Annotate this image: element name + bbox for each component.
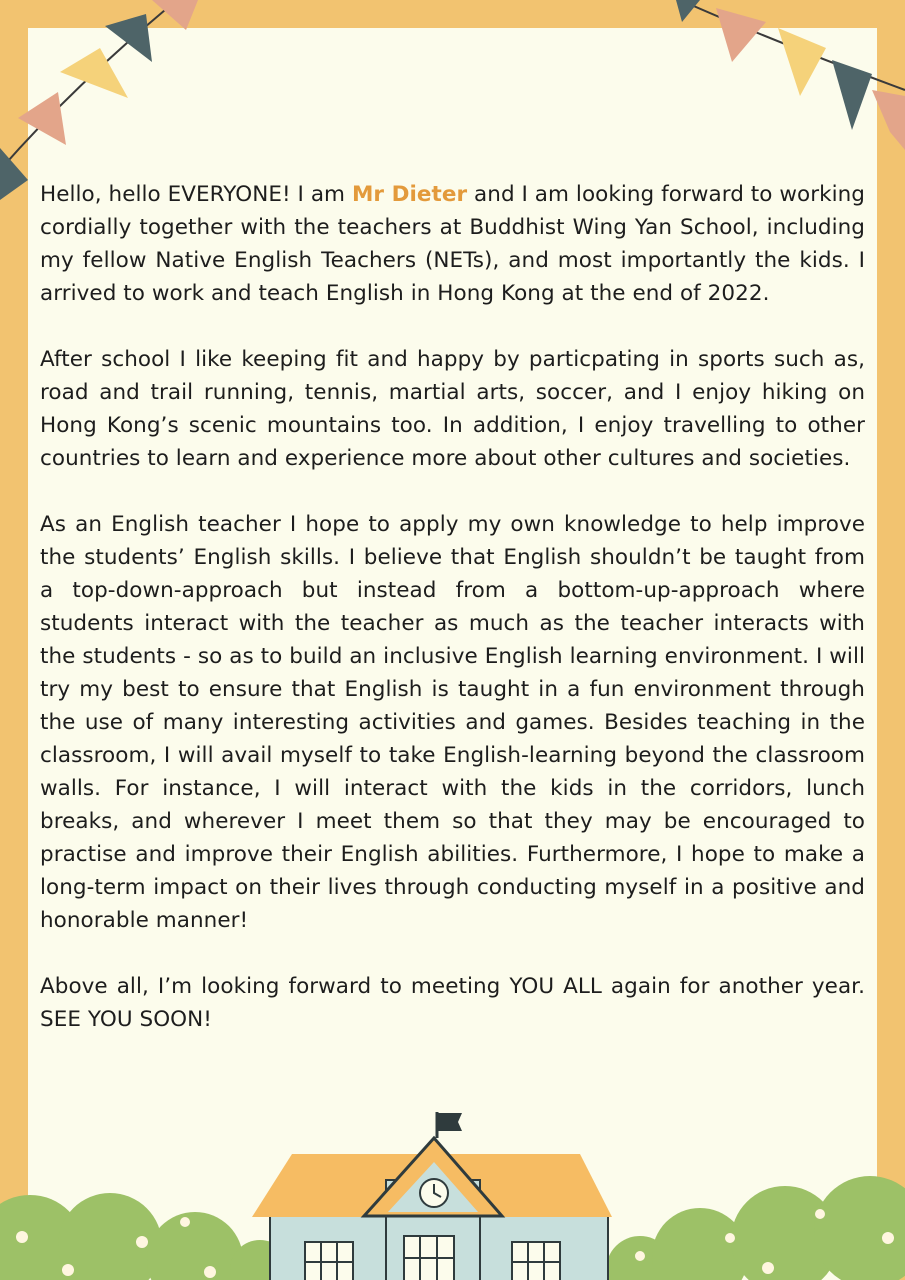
intro-text: Hello, hello EVERYONE! I am <box>40 182 352 207</box>
intro-text-continued: and I am looking forward to working cordially together with the teachers at Buddhist Wing Yan School, including my fellow Native English Teachers (NETs), and most importantly the kids. I arrived to work and teach English in Hong Kong at the end of 2022. <box>40 182 865 306</box>
flag-icon <box>676 0 700 22</box>
paragraph-teaching: As an English teacher I hope to apply my own knowledge to help improve the students’ English skills. I believe that English shouldn’t be taught from a top-down-approach but instead from a bottom-up-approach where students interact with the teacher as much as the teacher interacts with the students - so as to build an inclusive English learning environment. I will try my best to ensure that English is taught in a fun environment through the use of many interesting activities and games. Besides teaching in the classroom, I will avail myself to take English-learning beyond the classroom walls. For instance, I will interact with the kids in the corridors, lunch breaks, and wherever I meet them so that they may be encouraged to practise and improve their English abilities. Furthermore, I hope to make a long-term impact on their lives through conducting myself in a positive and honorable manner! <box>40 512 865 933</box>
flag-icon <box>152 0 198 30</box>
paragraph-closing: Above all, I’m looking forward to meeting YOU ALL again for another year. SEE YOU SOON! <box>40 974 865 1032</box>
letter-body <box>40 178 865 1069</box>
paragraph-intro <box>40 178 865 310</box>
teacher-name: Mr Dieter <box>351 182 468 207</box>
flag-icon <box>0 148 28 200</box>
paragraph-hobbies: After school I like keeping fit and happy by particpating in sports such as, road and trail running, tennis, martial arts, soccer, and I enjoy hiking on Hong Kong’s scenic mountains too. In addition, I enjoy travelling to other countries to learn and experience more about other cultures and societies. <box>40 347 865 471</box>
